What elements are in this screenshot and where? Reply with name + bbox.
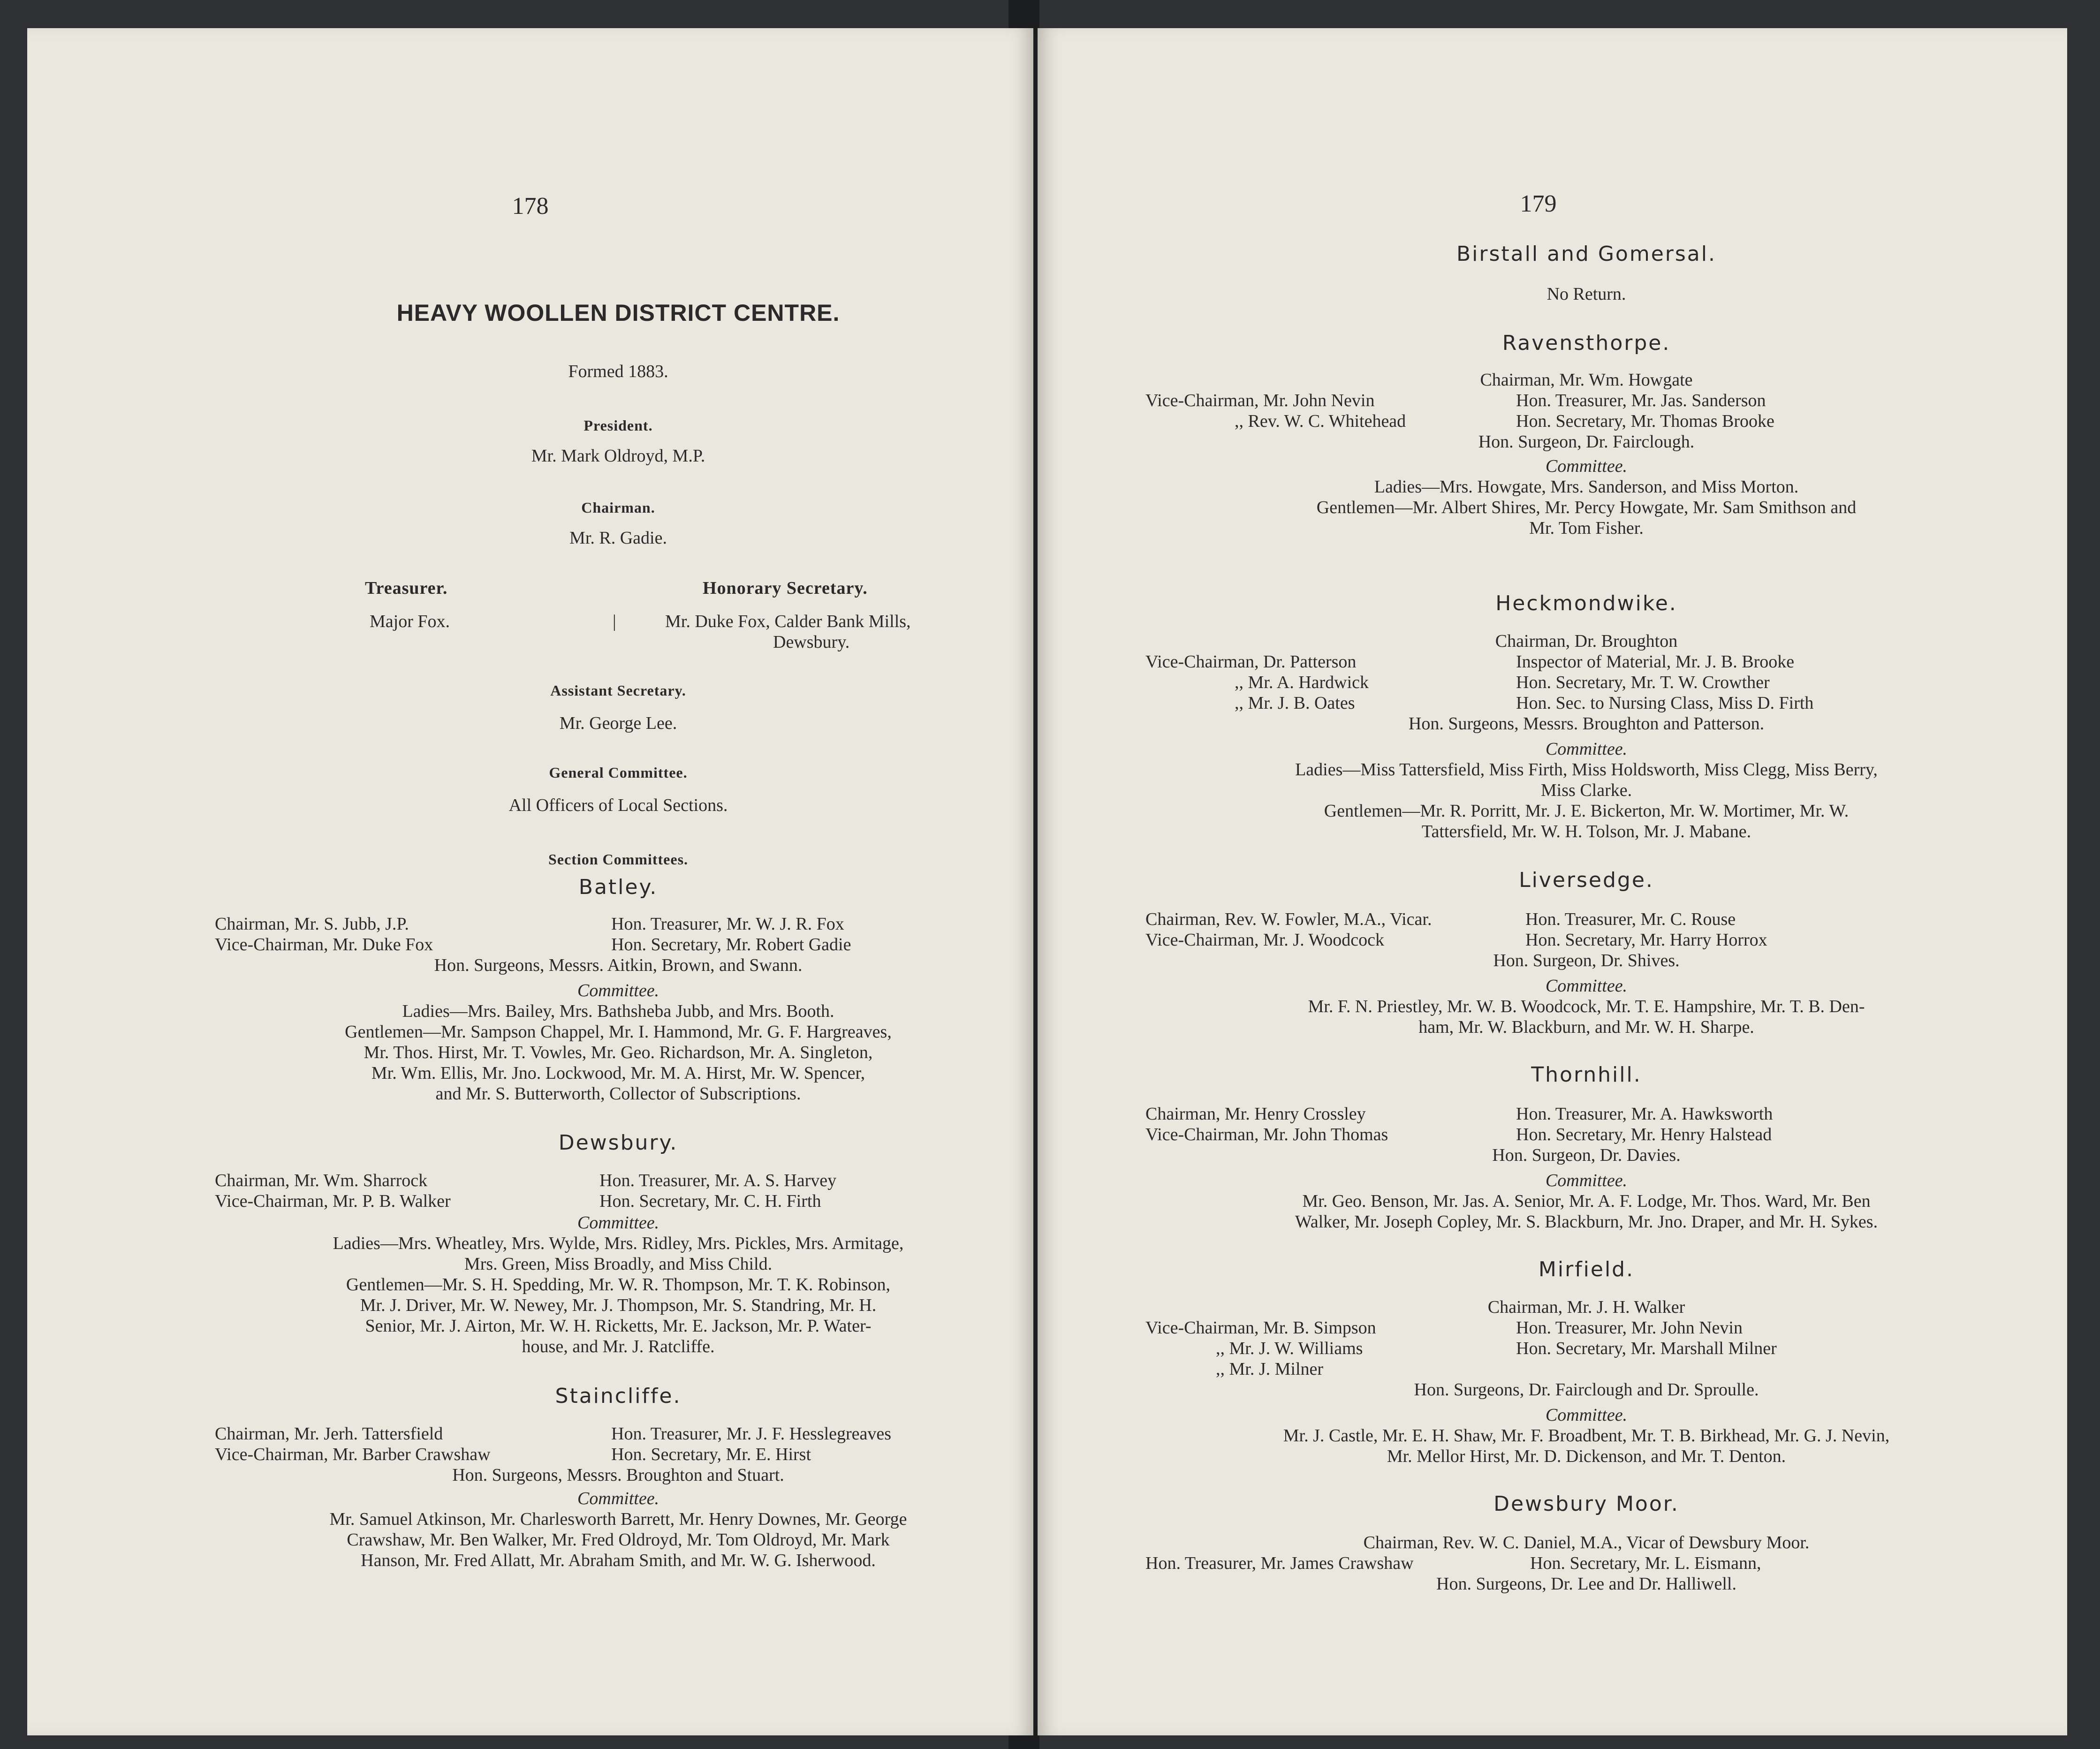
- mirfield-surgeons: Hon. Surgeons, Dr. Fairclough and Dr. Sproulle.: [1414, 1380, 1759, 1400]
- dewsbury-ladies-2: Mrs. Green, Miss Broadly, and Miss Child.: [464, 1254, 773, 1274]
- staincliffe-members-2: Crawshaw, Mr. Ben Walker, Mr. Fred Oldroyd, Mr. Tom Oldroyd, Mr. Mark: [347, 1530, 890, 1550]
- ravensthorpe-vice-chairman-2: ,, Rev. W. C. Whitehead: [1235, 411, 1406, 431]
- dewsbury-moor-treasurer: Hon. Treasurer, Mr. James Crawshaw: [1145, 1553, 1414, 1573]
- dewsbury-moor-secretary: Hon. Secretary, Mr. L. Eismann,: [1530, 1553, 1761, 1573]
- batley-chairman: Chairman, Mr. S. Jubb, J.P.: [215, 914, 409, 934]
- heckmondwike-nursing-secretary: Hon. Sec. to Nursing Class, Miss D. Firth: [1516, 693, 1814, 713]
- liversedge-vice-chairman: Vice-Chairman, Mr. J. Woodcock: [1145, 930, 1384, 950]
- ravensthorpe-committee-heading: Committee.: [1545, 456, 1628, 476]
- formed-line: Formed 1883.: [568, 362, 668, 381]
- mirfield-treasurer: Hon. Treasurer, Mr. John Nevin: [1516, 1318, 1743, 1338]
- thornhill-members-1: Mr. Geo. Benson, Mr. Jas. A. Senior, Mr. A. F. Lodge, Mr. Thos. Ward, Mr. Ben: [1302, 1191, 1871, 1211]
- hon-secretary-address: Dewsbury.: [773, 632, 850, 652]
- mirfield-chairman: Chairman, Mr. J. H. Walker: [1487, 1297, 1685, 1317]
- liversedge-heading: Liversedge.: [1519, 868, 1654, 892]
- dewsbury-heading: Dewsbury.: [558, 1131, 678, 1155]
- heckmondwike-ladies-1: Ladies—Miss Tattersfield, Miss Firth, Miss Holdsworth, Miss Clegg, Miss Berry,: [1295, 760, 1878, 780]
- dewsbury-moor-chairman: Chairman, Rev. W. C. Daniel, M.A., Vicar of Dewsbury Moor.: [1363, 1533, 1810, 1552]
- dewsbury-moor-heading: Dewsbury Moor.: [1494, 1492, 1679, 1516]
- ravensthorpe-gentlemen-2: Mr. Tom Fisher.: [1529, 518, 1644, 538]
- ravensthorpe-vice-chairman: Vice-Chairman, Mr. John Nevin: [1145, 391, 1375, 410]
- chairman-name: Mr. R. Gadie.: [569, 528, 667, 548]
- liversedge-members-2: ham, Mr. W. Blackburn, and Mr. W. H. Sharpe.: [1418, 1017, 1754, 1037]
- staincliffe-surgeons: Hon. Surgeons, Messrs. Broughton and Stuart.: [452, 1465, 784, 1485]
- batley-vice-chairman: Vice-Chairman, Mr. Duke Fox: [215, 935, 433, 954]
- page-number: 178: [512, 193, 549, 220]
- dewsbury-chairman: Chairman, Mr. Wm. Sharrock: [215, 1171, 428, 1190]
- treasurer-heading: Treasurer.: [365, 578, 448, 598]
- dewsbury-gentlemen-3: Senior, Mr. J. Airton, Mr. W. H. Ricketts, Mr. E. Jackson, Mr. P. Water-: [365, 1316, 872, 1336]
- president-name: Mr. Mark Oldroyd, M.P.: [531, 446, 705, 466]
- thornhill-vice-chairman: Vice-Chairman, Mr. John Thomas: [1145, 1125, 1388, 1144]
- dewsbury-vice-chairman: Vice-Chairman, Mr. P. B. Walker: [215, 1191, 451, 1211]
- section-committees-heading: Section Committees.: [548, 851, 689, 868]
- general-committee-text: All Officers of Local Sections.: [508, 795, 728, 815]
- batley-heading: Batley.: [578, 875, 658, 899]
- ravensthorpe-ladies: Ladies—Mrs. Howgate, Mrs. Sanderson, and Miss Morton.: [1374, 477, 1799, 497]
- general-committee-heading: General Committee.: [549, 764, 688, 781]
- thornhill-chairman: Chairman, Mr. Henry Crossley: [1145, 1104, 1366, 1124]
- centre-title: HEAVY WOOLLEN DISTRICT CENTRE.: [396, 300, 840, 326]
- dewsbury-gentlemen-4: house, and Mr. J. Ratcliffe.: [522, 1337, 715, 1356]
- left-page: [27, 28, 1033, 1735]
- divider: |: [613, 612, 616, 631]
- thornhill-surgeon: Hon. Surgeon, Dr. Davies.: [1492, 1145, 1681, 1165]
- assistant-secretary-name: Mr. George Lee.: [559, 713, 677, 733]
- staincliffe-treasurer: Hon. Treasurer, Mr. J. F. Hesslegreaves: [611, 1424, 892, 1444]
- liversedge-secretary: Hon. Secretary, Mr. Harry Horrox: [1525, 930, 1767, 950]
- heckmondwike-chairman: Chairman, Dr. Broughton: [1495, 631, 1678, 651]
- birstall-text: No Return.: [1547, 284, 1626, 304]
- thornhill-heading: Thornhill.: [1531, 1063, 1642, 1087]
- right-page: [1038, 28, 2067, 1735]
- mirfield-vice-chairman: Vice-Chairman, Mr. B. Simpson: [1145, 1318, 1376, 1338]
- liversedge-members-1: Mr. F. N. Priestley, Mr. W. B. Woodcock, Mr. T. E. Hampshire, Mr. T. B. Den-: [1308, 997, 1865, 1016]
- batley-ladies: Ladies—Mrs. Bailey, Mrs. Bathsheba Jubb, and Mrs. Booth.: [402, 1001, 834, 1021]
- heckmondwike-heading: Heckmondwike.: [1495, 591, 1677, 615]
- mirfield-committee-heading: Committee.: [1545, 1405, 1628, 1425]
- ravensthorpe-gentlemen-1: Gentlemen—Mr. Albert Shires, Mr. Percy Howgate, Mr. Sam Smithson and: [1316, 498, 1857, 517]
- staincliffe-chairman: Chairman, Mr. Jerh. Tattersfield: [215, 1424, 443, 1444]
- ravensthorpe-treasurer: Hon. Treasurer, Mr. Jas. Sanderson: [1516, 391, 1766, 410]
- heckmondwike-vice-chairman-2: ,, Mr. A. Hardwick: [1235, 673, 1369, 692]
- thornhill-secretary: Hon. Secretary, Mr. Henry Halstead: [1516, 1125, 1772, 1144]
- dewsbury-ladies-1: Ladies—Mrs. Wheatley, Mrs. Wylde, Mrs. Ridley, Mrs. Pickles, Mrs. Armitage,: [333, 1234, 904, 1253]
- hon-secretary-name: Mr. Duke Fox, Calder Bank Mills,: [665, 612, 911, 631]
- batley-committee-heading: Committee.: [577, 981, 660, 1000]
- ravensthorpe-secretary: Hon. Secretary, Mr. Thomas Brooke: [1516, 411, 1774, 431]
- staincliffe-secretary: Hon. Secretary, Mr. E. Hirst: [611, 1445, 811, 1464]
- mirfield-vice-chairman-3: ,, Mr. J. Milner: [1216, 1359, 1324, 1379]
- thornhill-committee-heading: Committee.: [1545, 1171, 1628, 1190]
- thornhill-members-2: Walker, Mr. Joseph Copley, Mr. S. Blackburn, Mr. Jno. Draper, and Mr. H. Sykes.: [1295, 1212, 1878, 1232]
- dewsbury-gentlemen-2: Mr. J. Driver, Mr. W. Newey, Mr. J. Thompson, Mr. S. Standring, Mr. H.: [360, 1295, 877, 1315]
- liversedge-chairman: Chairman, Rev. W. Fowler, M.A., Vicar.: [1145, 909, 1432, 929]
- chairman-heading: Chairman.: [581, 499, 655, 516]
- liversedge-surgeon: Hon. Surgeon, Dr. Shives.: [1493, 951, 1680, 970]
- assistant-secretary-heading: Assistant Secretary.: [550, 682, 686, 699]
- mirfield-members-1: Mr. J. Castle, Mr. E. H. Shaw, Mr. F. Broadbent, Mr. T. B. Birkhead, Mr. G. J. Nevin,: [1283, 1426, 1890, 1446]
- heckmondwike-secretary: Hon. Secretary, Mr. T. W. Crowther: [1516, 673, 1770, 692]
- hon-secretary-heading: Honorary Secretary.: [703, 578, 868, 598]
- batley-secretary: Hon. Secretary, Mr. Robert Gadie: [611, 935, 851, 954]
- page-number: 179: [1520, 190, 1557, 217]
- batley-surgeons: Hon. Surgeons, Messrs. Aitkin, Brown, and Swann.: [434, 955, 803, 975]
- dewsbury-gentlemen-1: Gentlemen—Mr. S. H. Spedding, Mr. W. R. Thompson, Mr. T. K. Robinson,: [346, 1275, 891, 1295]
- heckmondwike-surgeons: Hon. Surgeons, Messrs. Broughton and Patterson.: [1408, 714, 1765, 734]
- batley-treasurer: Hon. Treasurer, Mr. W. J. R. Fox: [611, 914, 844, 934]
- president-heading: President.: [584, 417, 653, 434]
- ravensthorpe-surgeon: Hon. Surgeon, Dr. Fairclough.: [1478, 432, 1695, 452]
- heckmondwike-gentlemen-1: Gentlemen—Mr. R. Porritt, Mr. J. E. Bickerton, Mr. W. Mortimer, Mr. W.: [1324, 801, 1849, 821]
- staincliffe-vice-chairman: Vice-Chairman, Mr. Barber Crawshaw: [215, 1445, 491, 1464]
- staincliffe-committee-heading: Committee.: [577, 1489, 660, 1508]
- liversedge-committee-heading: Committee.: [1545, 976, 1628, 996]
- liversedge-treasurer: Hon. Treasurer, Mr. C. Rouse: [1525, 909, 1736, 929]
- batley-gentlemen-3: Mr. Wm. Ellis, Mr. Jno. Lockwood, Mr. M. A. Hirst, Mr. W. Spencer,: [371, 1063, 865, 1083]
- heckmondwike-committee-heading: Committee.: [1545, 739, 1628, 759]
- dewsbury-treasurer: Hon. Treasurer, Mr. A. S. Harvey: [599, 1171, 837, 1190]
- batley-gentlemen-1: Gentlemen—Mr. Sampson Chappel, Mr. I. Hammond, Mr. G. F. Hargreaves,: [345, 1022, 892, 1042]
- mirfield-heading: Mirfield.: [1538, 1257, 1635, 1281]
- ravensthorpe-heading: Ravensthorpe.: [1502, 331, 1671, 355]
- heckmondwike-ladies-2: Miss Clarke.: [1540, 780, 1632, 800]
- dewsbury-moor-surgeons: Hon. Surgeons, Dr. Lee and Dr. Halliwell.: [1436, 1574, 1736, 1594]
- staincliffe-members-1: Mr. Samuel Atkinson, Mr. Charlesworth Barrett, Mr. Henry Downes, Mr. George: [329, 1509, 907, 1529]
- treasurer-name: Major Fox.: [370, 612, 450, 631]
- staincliffe-heading: Staincliffe.: [555, 1384, 682, 1408]
- birstall-heading: Birstall and Gomersal.: [1456, 242, 1716, 266]
- heckmondwike-vice-chairman: Vice-Chairman, Dr. Patterson: [1145, 652, 1357, 672]
- heckmondwike-inspector: Inspector of Material, Mr. J. B. Brooke: [1516, 652, 1795, 672]
- batley-gentlemen-4: and Mr. S. Butterworth, Collector of Subscriptions.: [435, 1084, 801, 1104]
- mirfield-members-2: Mr. Mellor Hirst, Mr. D. Dickenson, and Mr. T. Denton.: [1387, 1446, 1786, 1466]
- heckmondwike-vice-chairman-3: ,, Mr. J. B. Oates: [1235, 693, 1355, 713]
- mirfield-vice-chairman-2: ,, Mr. J. W. Williams: [1216, 1339, 1363, 1358]
- heckmondwike-gentlemen-2: Tattersfield, Mr. W. H. Tolson, Mr. J. Mabane.: [1421, 822, 1751, 841]
- dewsbury-secretary: Hon. Secretary, Mr. C. H. Firth: [599, 1191, 821, 1211]
- thornhill-treasurer: Hon. Treasurer, Mr. A. Hawksworth: [1516, 1104, 1773, 1124]
- mirfield-secretary: Hon. Secretary, Mr. Marshall Milner: [1516, 1339, 1777, 1358]
- staincliffe-members-3: Hanson, Mr. Fred Allatt, Mr. Abraham Smith, and Mr. W. G. Isherwood.: [361, 1551, 876, 1570]
- batley-gentlemen-2: Mr. Thos. Hirst, Mr. T. Vowles, Mr. Geo. Richardson, Mr. A. Singleton,: [364, 1043, 873, 1062]
- dewsbury-committee-heading: Committee.: [577, 1213, 660, 1233]
- ravensthorpe-chairman: Chairman, Mr. Wm. Howgate: [1480, 370, 1693, 390]
